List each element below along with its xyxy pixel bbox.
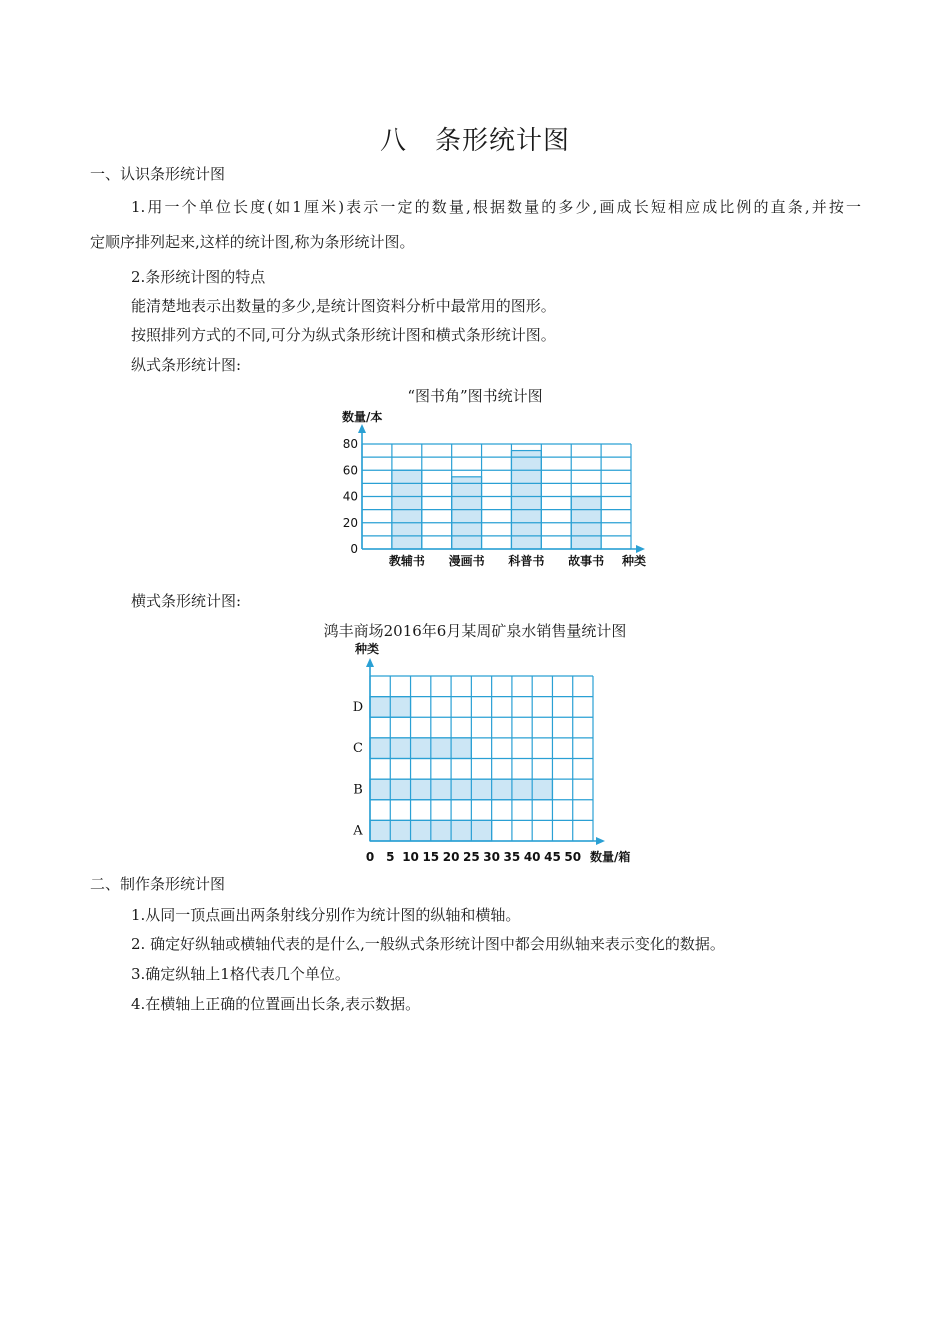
horizontal-chart-title: 鸿丰商场2016年6月某周矿泉水销售量统计图 (323, 622, 627, 640)
paragraph-4: 按照排列方式的不同,可分为纵式条形统计图和横式条形统计图。 (131, 326, 556, 344)
vbar-category-label: 教辅书 (388, 554, 425, 568)
hchart-y-axis-label: 种类 (355, 642, 380, 656)
vchart-y-arrow (358, 424, 366, 433)
section-heading-1: 一、认识条形统计图 (90, 165, 226, 183)
hchart-x-tick: 0 (365, 850, 375, 864)
paragraph-3: 能清楚地表示出数量的多少,是统计图资料分析中最常用的图形。 (131, 297, 556, 315)
title-number: 八 (379, 126, 407, 156)
paragraph-1-line-1: 1.用一个单位长度(如1厘米)表示一定的数量,根据数量的多少,画成长短相应成比例的直条,并按一 (131, 198, 861, 216)
hchart-x-tick: 20 (442, 850, 460, 864)
vchart-y-tick: 0 (350, 542, 358, 556)
hbar-B (370, 779, 552, 800)
vchart-y-tick: 60 (342, 463, 358, 478)
hchart-x-tick: 45 (544, 850, 561, 864)
hchart-x-tick: 30 (483, 850, 500, 864)
hchart-x-tick: 15 (422, 850, 440, 864)
hchart-x-axis-label: 数量/箱 (590, 850, 631, 864)
paragraph-1-line-2: 定顺序排列起来,这样的统计图,称为条形统计图。 (90, 233, 415, 251)
hchart-x-tick: 10 (402, 850, 419, 864)
hchart-y-arrow (366, 658, 374, 667)
paragraph-2: 2.条形统计图的特点 (131, 268, 266, 286)
hchart-x-tick: 25 (463, 850, 480, 864)
vbar-category-label: 故事书 (568, 554, 605, 568)
paragraph-5: 纵式条形统计图: (131, 356, 242, 374)
vchart-x-arrow (636, 545, 645, 553)
vbar-科普书 (511, 451, 541, 549)
title-text: 条形统计图 (435, 126, 571, 156)
hbar-C (370, 738, 471, 759)
hchart-category-label: D (352, 699, 364, 715)
vbar-漫画书 (452, 477, 482, 549)
hchart-category-label: B (353, 782, 363, 798)
hchart-category-label: C (353, 741, 363, 757)
vchart-x-axis-label: 种类 (622, 554, 647, 568)
step-3: 3.确定纵轴上1格代表几个单位。 (131, 965, 350, 983)
step-1: 1.从同一顶点画出两条射线分别作为统计图的纵轴和横轴。 (131, 906, 521, 924)
step-4: 4.在横轴上正确的位置画出长条,表示数据。 (131, 995, 421, 1013)
step-2: 2. 确定好纵轴或横轴代表的是什么,一般纵式条形统计图中都会用纵轴来表示变化的数据。 (131, 935, 725, 953)
vertical-chart-title: “图书角”图书统计图 (407, 387, 543, 405)
hchart-category-label: A (353, 823, 363, 839)
vchart-y-tick: 40 (342, 489, 358, 504)
vbar-category-label: 漫画书 (448, 554, 485, 568)
vchart-y-tick: 80 (342, 437, 358, 451)
hchart-x-tick: 5 (386, 850, 395, 864)
hchart-x-arrow (596, 837, 605, 845)
section-heading-2: 二、制作条形统计图 (90, 875, 226, 893)
hchart-x-tick: 40 (523, 850, 541, 864)
vchart-y-tick: 20 (342, 515, 358, 530)
hchart-x-tick: 50 (564, 850, 582, 864)
hchart-x-tick: 35 (503, 850, 521, 864)
vbar-category-label: 科普书 (508, 554, 545, 568)
vchart-y-axis-label: 数量/本 (342, 410, 383, 424)
paragraph-6: 横式条形统计图: (131, 592, 242, 610)
